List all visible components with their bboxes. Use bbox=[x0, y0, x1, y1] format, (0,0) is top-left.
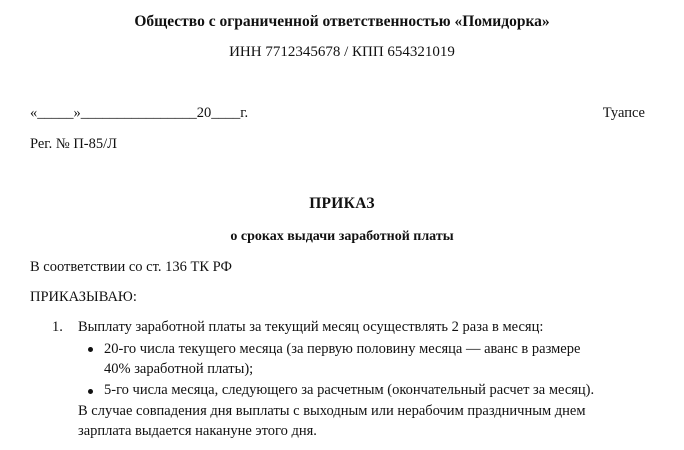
registration-number: Рег. № П-85/Л bbox=[30, 136, 117, 152]
bullet-item-text: 20-го числа текущего месяца (за первую половину месяца — аванс в размере bbox=[104, 341, 581, 357]
date-field: «_____»________________20____г. bbox=[30, 105, 249, 121]
company-name: Общество с ограниченной ответственностью «Помидорка» bbox=[134, 13, 550, 30]
note-text: В случае совпадения дня выплаты с выходным или нерабочим праздничным днем bbox=[78, 403, 586, 419]
bullet-dot-icon bbox=[88, 347, 93, 352]
note-text-continued: зарплата выдается накануне этого дня. bbox=[78, 423, 317, 439]
order-title: ПРИКАЗ bbox=[309, 195, 375, 212]
list-item-text: Выплату заработной платы за текущий месяц осуществлять 2 раза в месяц: bbox=[78, 319, 544, 335]
bullet-item-text: 5-го числа месяца, следующего за расчетным (окончательный расчет за месяц). bbox=[104, 382, 595, 398]
legal-basis: В соответствии со ст. 136 ТК РФ bbox=[30, 259, 232, 275]
bullet-dot-icon bbox=[88, 389, 93, 394]
inn-kpp: ИНН 7712345678 / КПП 654321019 bbox=[229, 44, 455, 60]
order-subtitle: о сроках выдачи заработной платы bbox=[230, 229, 454, 244]
bullet-item-text-continued: 40% заработной платы); bbox=[104, 361, 254, 377]
order-verb: ПРИКАЗЫВАЮ: bbox=[30, 289, 137, 305]
list-item-number: 1. bbox=[52, 319, 63, 335]
city-name: Туапсе bbox=[602, 105, 645, 121]
